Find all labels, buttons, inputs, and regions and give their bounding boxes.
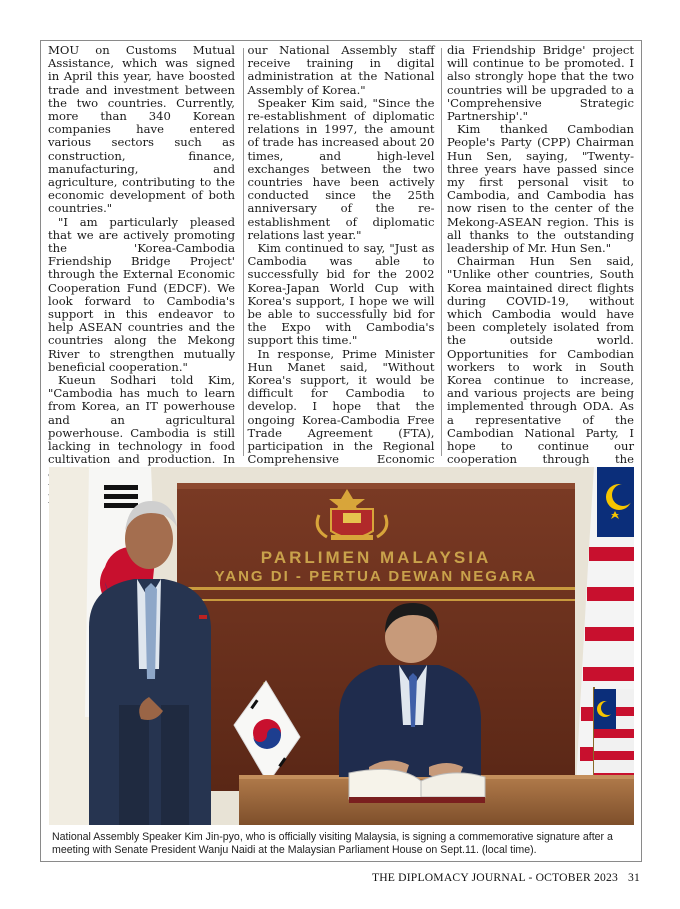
sign-line-2: YANG DI - PERTUA DEWAN NEGARA (214, 568, 538, 585)
paragraph (447, 255, 634, 479)
column-divider (243, 48, 244, 456)
article-body (48, 43, 634, 467)
column-1 (48, 43, 235, 467)
paragraph: In response, Prime Minister Hun Manet said, "Without Korea's support, it would be difficult for Cambodia to develop. I hope that the ongoing Korea-Cambodia Free Trade Agreement (FTA), participation in the Regional Comprehensive Economic (247, 346, 435, 467)
column-divider (441, 48, 442, 456)
publication-name: THE DIPLOMACY JOURNAL - OCTOBER 2023 (371, 871, 618, 884)
sign-line-1: PARLIMEN MALAYSIA (260, 548, 492, 567)
paragraph: our National Assembly staff receive training in digital administration at the National Assembly of Korea." (247, 43, 435, 97)
column-3 (447, 43, 634, 467)
paragraph-text: Chairman Hun Sen said, "Unlike other countries, South Korea maintained direct flights during COVID-19, without which Cambodia would have been completely isolated from the outside world. Opportunities for Cambodian workers to work in South Korea continue to increase, and various projects are being implemented through ODA. As a representative of the Cambodian National Party, I hope to continue our cooperation through the (447, 254, 634, 467)
paragraph: Kueun Sodhari told Kim, "Cambodia has much to learn from Korea, an IT powerhouse and an agricultural powerhouse. Cambodia is still lacking in technology in food cultivation and production. In (48, 373, 235, 467)
page-footer (372, 871, 640, 884)
paragraph: Kim thanked Cambodian People's Party (CPP) Chairman Hun Sen, saying, "Twenty-three years have passed since my first personal visit to Cambodia, and Cambodia has now risen to the center of the Mekong-ASEAN region. This is all thanks to the outstanding leadership of Mr. Hun Sen." (447, 122, 634, 256)
paragraph: Kim continued to say, "Just as Cambodia was able to successfully bid for the 2002 Korea-Japan World Cup with Korea's support, I hope we will be able to successfully bid for the Expo with Cambodia's support this time." (247, 241, 435, 348)
paragraph: Speaker Kim said, "Since the re-establishment of diplomatic relations in 1997, the amount of trade has increased about 20 times, and high-level exchanges between the two countries have been actively conducted since the 25th anniversary of the re-establishment of diplomatic relations last year." (247, 95, 435, 242)
column-2 (247, 43, 435, 467)
paragraph: "I am particularly pleased that we are actively promoting the 'Korea-Cambodia Friendship Bridge Project' through the External Economic Cooperation Fund (EDCF). We look forward to Cambodia's support in this endeavor to help ASEAN countries and the countries along the Mekong River to strengthen mutually beneficial cooperation." (48, 214, 235, 374)
paragraph: MOU on Customs Mutual Assistance, which was signed in April this year, have boosted trade and investment between the two countries. Currently, more than 340 Korean companies have entered various sectors such as construction, finance, manufacturing, and agriculture, contributing to the economic development of both countries." (48, 43, 235, 216)
paragraph: dia Friendship Bridge' project will continue to be promoted. I also strongly hope that the two countries will be upgraded to a 'Comprehensive Strategic Partnership'." (447, 43, 634, 124)
page-number: 31 (628, 871, 640, 884)
photo-caption: National Assembly Speaker Kim Jin-pyo, who is officially visiting Malaysia, is signing a commemorative signature after a meeting with Senate President Wanju Naidi at the Malaysian Parliament House on Sept.11. (local time). (52, 831, 613, 856)
photo (49, 467, 634, 825)
